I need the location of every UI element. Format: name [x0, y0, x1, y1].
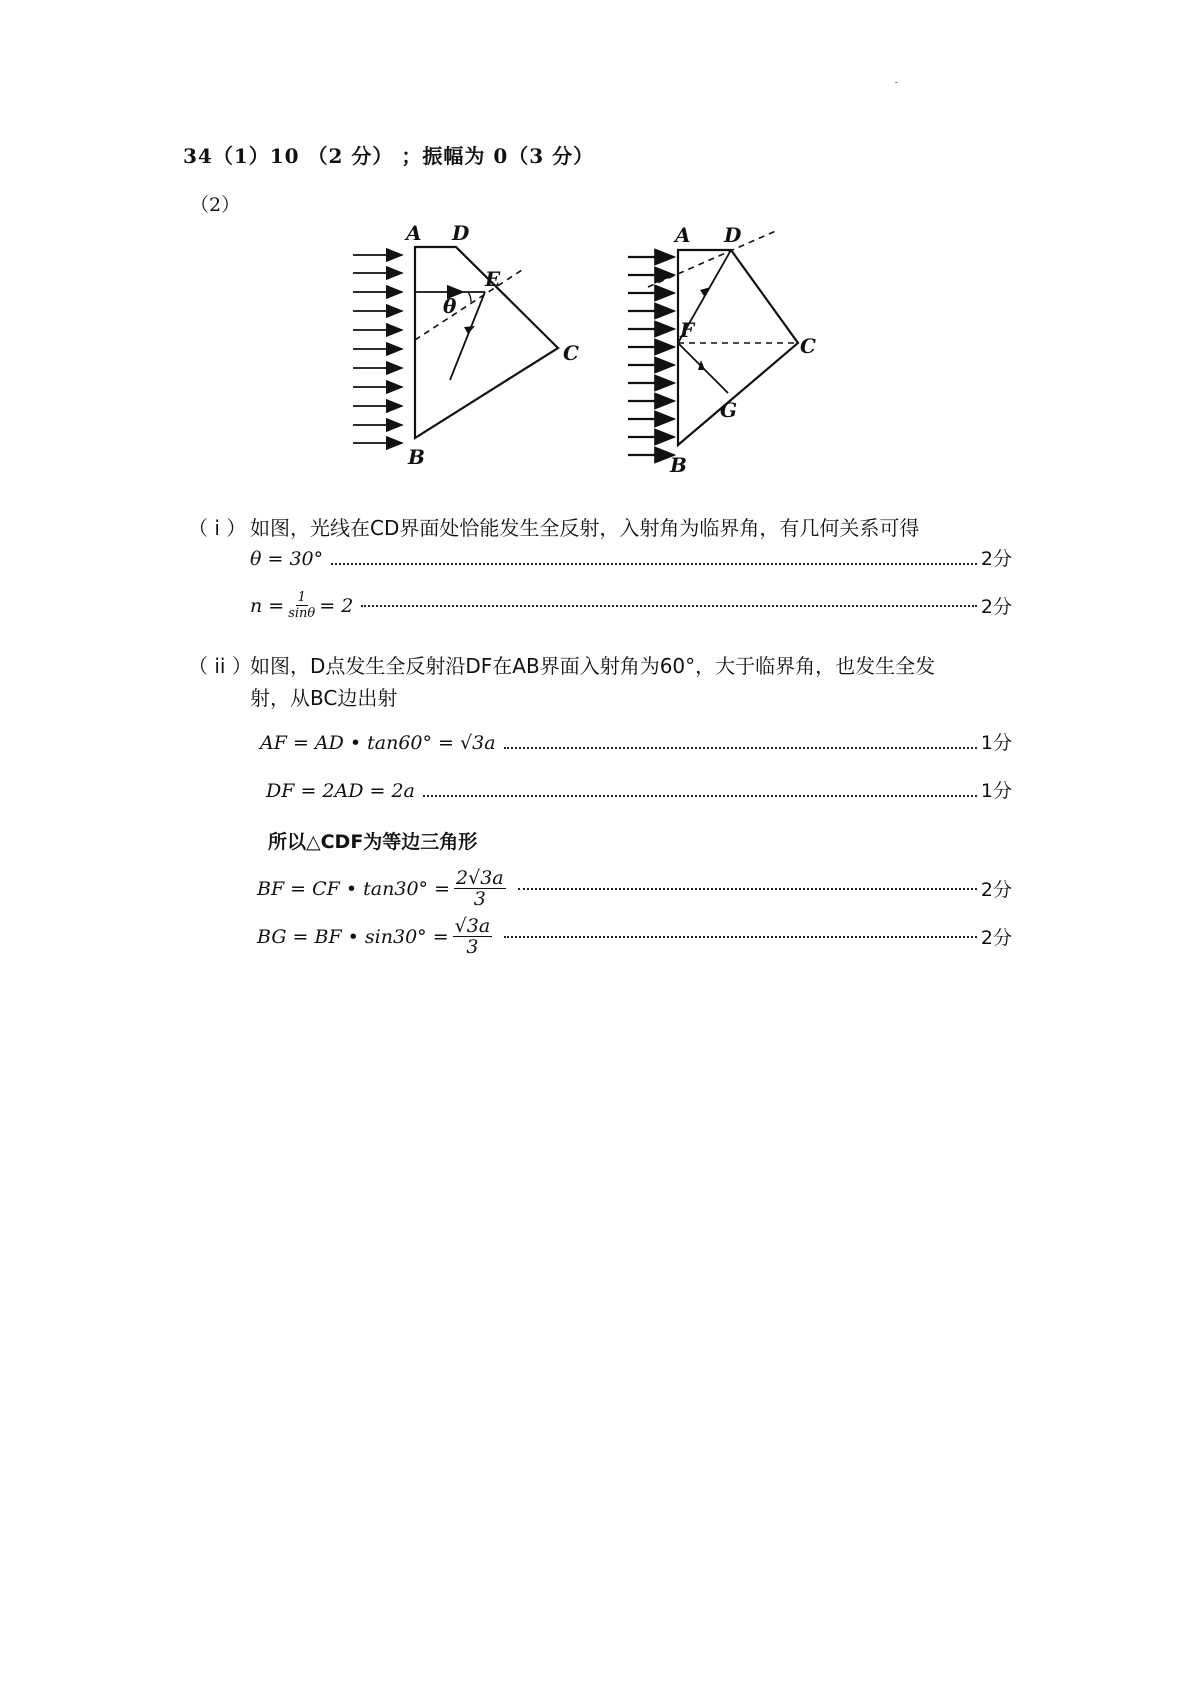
eq-bf-lhs: BF = CF • tan30° = — [257, 877, 450, 900]
eq-theta: θ = 30° — [250, 548, 324, 570]
figure-1-prism-diagram — [340, 210, 590, 475]
eq-bf-fraction — [454, 868, 506, 909]
part-2-label: （2） — [190, 194, 241, 216]
eq-bf-numerator: 2√3a — [456, 867, 504, 889]
dot-leader — [504, 936, 977, 938]
eq-n-rhs: = 2 — [319, 594, 354, 617]
eq-bf-row — [257, 868, 1012, 909]
label-F: F — [680, 318, 695, 342]
label-C: C — [563, 341, 579, 365]
eq-n-row — [250, 590, 1012, 621]
eq-n-lhs: n = — [250, 594, 285, 617]
eq-bg-numerator: √3a — [454, 915, 491, 937]
eq-bg-denominator: 3 — [466, 936, 479, 958]
part-i-marker: （ i ） — [188, 516, 247, 540]
eq-bf-denominator: 3 — [473, 888, 486, 910]
score: 1分 — [980, 780, 1012, 802]
dot-leader — [504, 747, 977, 749]
score: 2分 — [980, 548, 1012, 570]
score: 2分 — [980, 596, 1012, 618]
label-C: C — [800, 334, 816, 358]
label-G: G — [720, 398, 738, 422]
label-A: A — [675, 223, 691, 247]
label-A: A — [406, 221, 422, 245]
scan-dot — [895, 82, 898, 83]
incident-light-arrows — [628, 257, 674, 455]
part-i-text: 如图，光线在CD界面处恰能发生全反射，入射角为临界角，有几何关系可得 — [250, 516, 920, 540]
eq-n-fraction — [288, 590, 315, 621]
score: 1分 — [980, 732, 1012, 754]
eq-bg-row — [257, 916, 1012, 957]
label-B: B — [408, 445, 425, 469]
part-ii-marker: （ ii ） — [188, 654, 252, 678]
prism-outline — [678, 250, 798, 445]
eq-af: AF = AD • tan60° = √3a — [260, 732, 496, 754]
dot-leader — [331, 563, 977, 565]
eq-theta-row — [250, 544, 1012, 571]
eq-n-denominator: sinθ — [288, 606, 316, 621]
eq-n-numerator: 1 — [297, 590, 306, 605]
score: 2分 — [980, 879, 1012, 901]
part-ii-text-line2: 射，从BC边出射 — [250, 686, 398, 710]
dot-leader — [423, 795, 977, 797]
eq-af-row — [260, 728, 1012, 755]
dot-leader — [518, 888, 977, 890]
normal-line-top — [648, 230, 778, 287]
part-ii-text-line1: 如图，D点发生全反射沿DF在AB界面入射角为60°，大于临界角，也发生全发 — [250, 654, 936, 678]
eq-bg-fraction — [453, 916, 493, 957]
dot-leader — [361, 605, 977, 607]
eq-df-row — [266, 776, 1012, 803]
label-theta: θ — [443, 294, 457, 318]
label-B: B — [670, 453, 687, 477]
question-34-answer: 34（1）10 （2 分） ；振幅为 0（3 分） — [183, 144, 595, 168]
figure-2-prism-diagram — [620, 210, 840, 480]
label-E: E — [485, 267, 501, 291]
label-D: D — [452, 221, 470, 245]
eq-bg-lhs: BG = BF • sin30° = — [257, 925, 449, 948]
score: 2分 — [980, 927, 1012, 949]
eq-df: DF = 2AD = 2a — [266, 780, 415, 802]
incident-light-arrows — [353, 255, 402, 443]
conclusion-text: 所以△CDF为等边三角形 — [268, 831, 478, 853]
label-D: D — [724, 223, 742, 247]
